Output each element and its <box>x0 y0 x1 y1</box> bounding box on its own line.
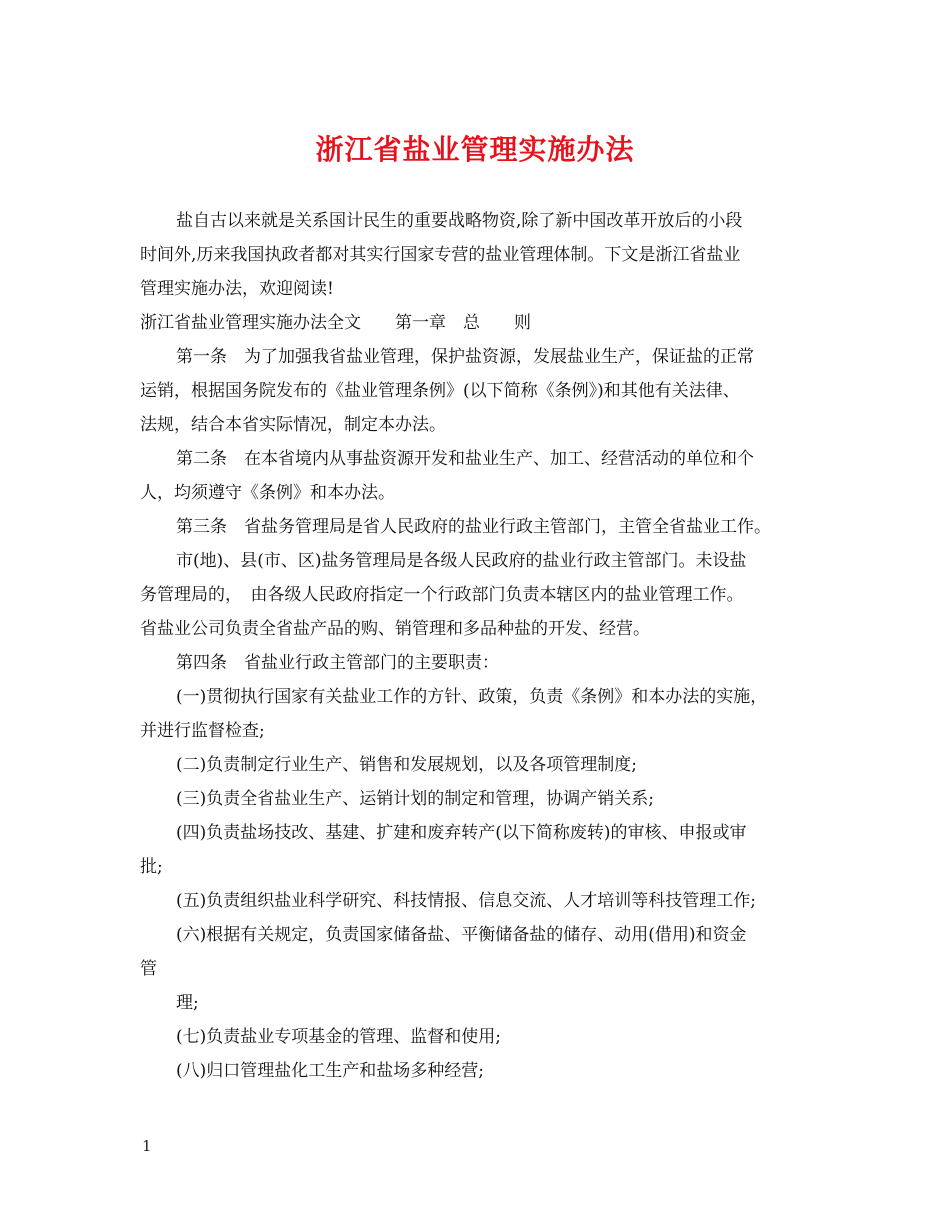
paragraph-line: 管 <box>140 959 157 979</box>
paragraph-line: (一)贯彻执行国家有关盐业工作的方针、政策，负责《条例》和本办法的实施， <box>176 687 768 707</box>
paragraph-line: (二)负责制定行业生产、销售和发展规划，以及各项管理制度; <box>176 755 637 775</box>
paragraph-line: (六)根据有关规定，负责国家储备盐、平衡储备盐的储存、动用(借用)和资金 <box>176 925 747 945</box>
paragraph-line: 盐自古以来就是关系国计民生的重要战略物资,除了新中国改革开放后的小段 <box>176 211 743 231</box>
paragraph-line: 时间外,历来我国执政者都对其实行国家专营的盐业管理体制。下文是浙江省盐业 <box>140 245 741 265</box>
paragraph-line: (五)负责组织盐业科学研究、科技情报、信息交流、人才培训等科技管理工作; <box>176 891 756 911</box>
paragraph-line: (三)负责全省盐业生产、运销计划的制定和管理，协调产销关系; <box>176 789 654 809</box>
paragraph-line: 第一条 为了加强我省盐业管理，保护盐资源，发展盐业生产，保证盐的正常 <box>176 347 754 367</box>
paragraph-line: 管理实施办法，欢迎阅读! <box>140 279 334 299</box>
paragraph-line: 批; <box>140 857 163 877</box>
paragraph-line: 务管理局的， 由各级人民政府指定一个行政部门负责本辖区内的盐业管理工作。 <box>140 585 744 605</box>
paragraph-line: (八)归口管理盐化工生产和盐场多种经营; <box>176 1061 484 1081</box>
paragraph-line: 第二条 在本省境内从事盐资源开发和盐业生产、加工、经营活动的单位和个 <box>176 449 754 469</box>
paragraph-line: 法规，结合本省实际情况，制定本办法。 <box>140 415 446 435</box>
paragraph-line: 市(地)、县(市、区)盐务管理局是各级人民政府的盐业行政主管部门。未设盐 <box>176 551 747 571</box>
paragraph-line: 第四条 省盐业行政主管部门的主要职责： <box>176 653 499 673</box>
paragraph-line: (七)负责盐业专项基金的管理、监督和使用; <box>176 1027 501 1047</box>
paragraph-line: (四)负责盐场技改、基建、扩建和废弃转产(以下简称废转)的审核、申报或审 <box>176 823 747 843</box>
paragraph-line: 浙江省盐业管理实施办法全文 第一章 总 则 <box>140 313 531 333</box>
paragraph-line: 省盐业公司负责全省盐产品的购、销管理和多品种盐的开发、经营。 <box>140 619 650 639</box>
document-title: 浙江省盐业管理实施办法 <box>315 133 635 166</box>
paragraph-line: 第三条 省盐务管理局是省人民政府的盐业行政主管部门，主管全省盐业工作。 <box>176 517 771 537</box>
paragraph-line: 运销，根据国务院发布的《盐业管理条例》(以下简称《条例》)和其他有关法律、 <box>140 381 740 401</box>
document-body <box>140 204 830 1088</box>
paragraph-line: 理; <box>176 993 199 1013</box>
page-number: 1 <box>142 1137 152 1155</box>
paragraph-line: 并进行监督检查; <box>140 721 265 741</box>
paragraph-line: 人，均须遵守《条例》和本办法。 <box>140 483 395 503</box>
